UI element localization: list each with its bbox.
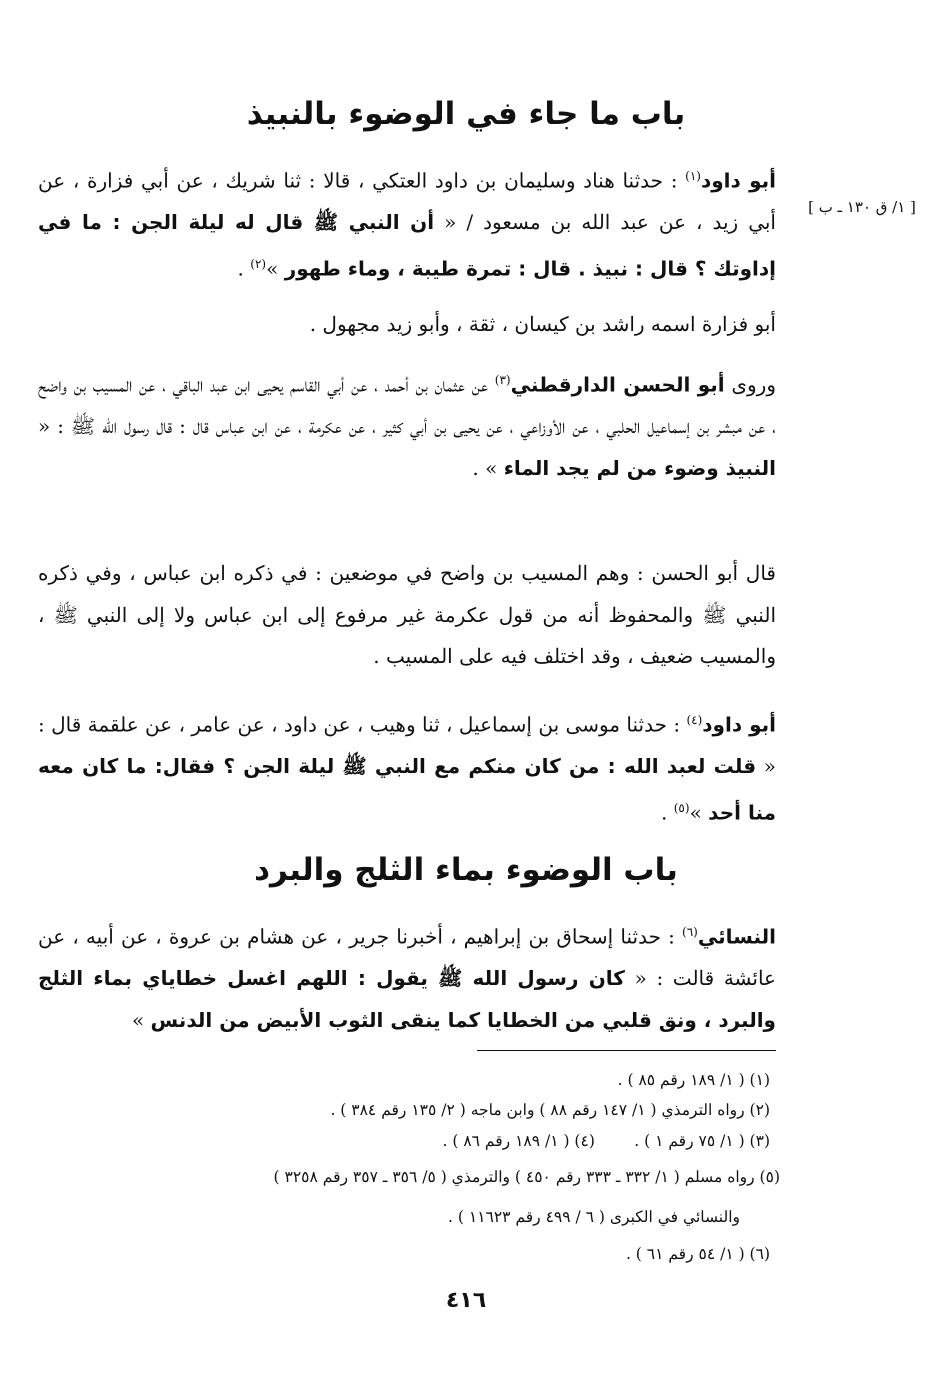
hadith-matn: قلت لعبد الله : من كان منكم مع النبي ﷺ ليلة الجن ؟ فقال: ما كان معه منا أحد bbox=[38, 754, 776, 825]
footnote-separator bbox=[477, 1050, 776, 1051]
hadith-paragraph-2 bbox=[38, 360, 776, 489]
narrator-name: أبو داود bbox=[702, 712, 776, 737]
hadith-matn: النبيذ وضوء من لم يجد الماء bbox=[503, 455, 776, 480]
isnad-text: : حدثنا هناد وسليمان بن داود العتكي ، قالا : ثنا شريك ، عن أبي فزارة ، عن أبي زيد ، عن عبد الله بن مسعود / « bbox=[38, 168, 776, 235]
narrator-name: أبو داود bbox=[700, 168, 776, 193]
footnote-ref: (٦) bbox=[682, 925, 698, 939]
isnad-text: : حدثنا إسحاق بن إبراهيم ، أخبرنا جرير ، عن هشام بن عروة ، عن أبيه ، عن عائشة قالت : « bbox=[38, 924, 776, 991]
narrator-name: أبو الحسن الدارقطني bbox=[510, 372, 725, 397]
quote-close: » bbox=[131, 1007, 151, 1032]
quote-close: » bbox=[689, 800, 709, 825]
page-number: ٤١٦ bbox=[445, 1288, 487, 1313]
manuscript-margin-note: [ ١/ ق ١٣٠ ـ ب ] bbox=[808, 198, 916, 216]
footnote-ref: (٤) bbox=[686, 713, 703, 727]
section-title-snow-water: باب الوضوء بماء الثلج والبرد bbox=[254, 852, 678, 888]
intro-text: وروى bbox=[724, 372, 776, 397]
hadith-paragraph-4 bbox=[38, 912, 776, 1041]
quote-close: » . bbox=[472, 455, 504, 480]
commentary-paragraph-1: أبو فزارة اسمه راشد بن كيسان ، ثقة ، وأبو زيد مجهول . bbox=[309, 312, 776, 336]
section-title-nabidh: باب ما جاء في الوضوء بالنبيذ bbox=[246, 96, 686, 132]
commentary-paragraph-2: قال أبو الحسن : وهم المسيب بن واضح في موضعين : في ذكره ابن عباس ، وفي ذكره النبي ﷺ والمحفوظ أنه من قول عكرمة غير مرفوع إلى ابن عباس ولا إلى النبي ﷺ ، والمسيب ضعيف ، وقد اختلف فيه على المسيب . bbox=[38, 561, 776, 668]
isnad-text: عن عثمان بن أحمد ، عن أبي القاسم يحيى ابن عبد الباقي ، عن المسيب بن واضح ، عن مبشر بن إسماعيل الحلبي ، عن الأوزاعي ، عن يحيى بن أبي كثير ، عن عكرمة ، عن ابن عباس قال : قال رسول الله ﷺ : « bbox=[38, 372, 776, 439]
hadith-matn: أن النبي ﷺ قال له ليلة الجن : ما في إداوتك ؟ قال : نبيذ . قال : تمرة طيبة ، وماء طهور bbox=[38, 210, 776, 281]
period: . bbox=[237, 256, 251, 281]
footnote-3-4: (٣) ( ١/ ٧٥ رقم ١ ) . (٤) ( ١/ ١٨٩ رقم ٨٦ ) . bbox=[442, 1132, 770, 1150]
hadith-paragraph-1 bbox=[38, 156, 776, 290]
quote-close: » bbox=[266, 256, 285, 281]
footnote-2: (٢) رواه الترمذي ( ١/ ١٤٧ رقم ٨٨ ) وابن ماجه ( ٢/ ١٣٥ رقم ٣٨٤ ) . bbox=[330, 1101, 770, 1119]
footnote-ref: (١) bbox=[685, 169, 701, 183]
isnad-text: : حدثنا موسى بن إسماعيل ، ثنا وهيب ، عن داود ، عن عامر ، عن علقمة قال : « bbox=[38, 712, 777, 779]
footnote-ref: (٢) bbox=[250, 256, 267, 271]
narrator-name: النسائي bbox=[697, 924, 776, 949]
footnote-5: (٥) رواه مسلم ( ١/ ٣٣٢ ـ ٣٣٣ رقم ٤٥٠ ) والترمذي ( ٥/ ٣٥٦ ـ ٣٥٧ رقم ٣٢٥٨ ) bbox=[273, 1168, 780, 1186]
footnote-1: (١) ( ١/ ١٨٩ رقم ٨٥ ) . bbox=[617, 1071, 770, 1089]
period: . bbox=[661, 800, 674, 825]
footnote-ref: (٥) bbox=[673, 800, 690, 815]
footnote-ref: (٣) bbox=[494, 373, 511, 387]
hadith-matn: كان رسول الله ﷺ يقول : اللهم اغسل خطاياي بماء الثلج والبرد ، ونق قلبي من الخطايا كما ينقى الثوب الأبيض من الدنس bbox=[38, 966, 776, 1032]
footnote-6: (٦) ( ١/ ٥٤ رقم ٦١ ) . bbox=[625, 1245, 770, 1263]
footnote-5-continued: والنسائي في الكبرى ( ٦ / ٤٩٩ رقم ١١٦٢٣ ) . bbox=[448, 1208, 740, 1226]
hadith-paragraph-3 bbox=[38, 700, 776, 834]
